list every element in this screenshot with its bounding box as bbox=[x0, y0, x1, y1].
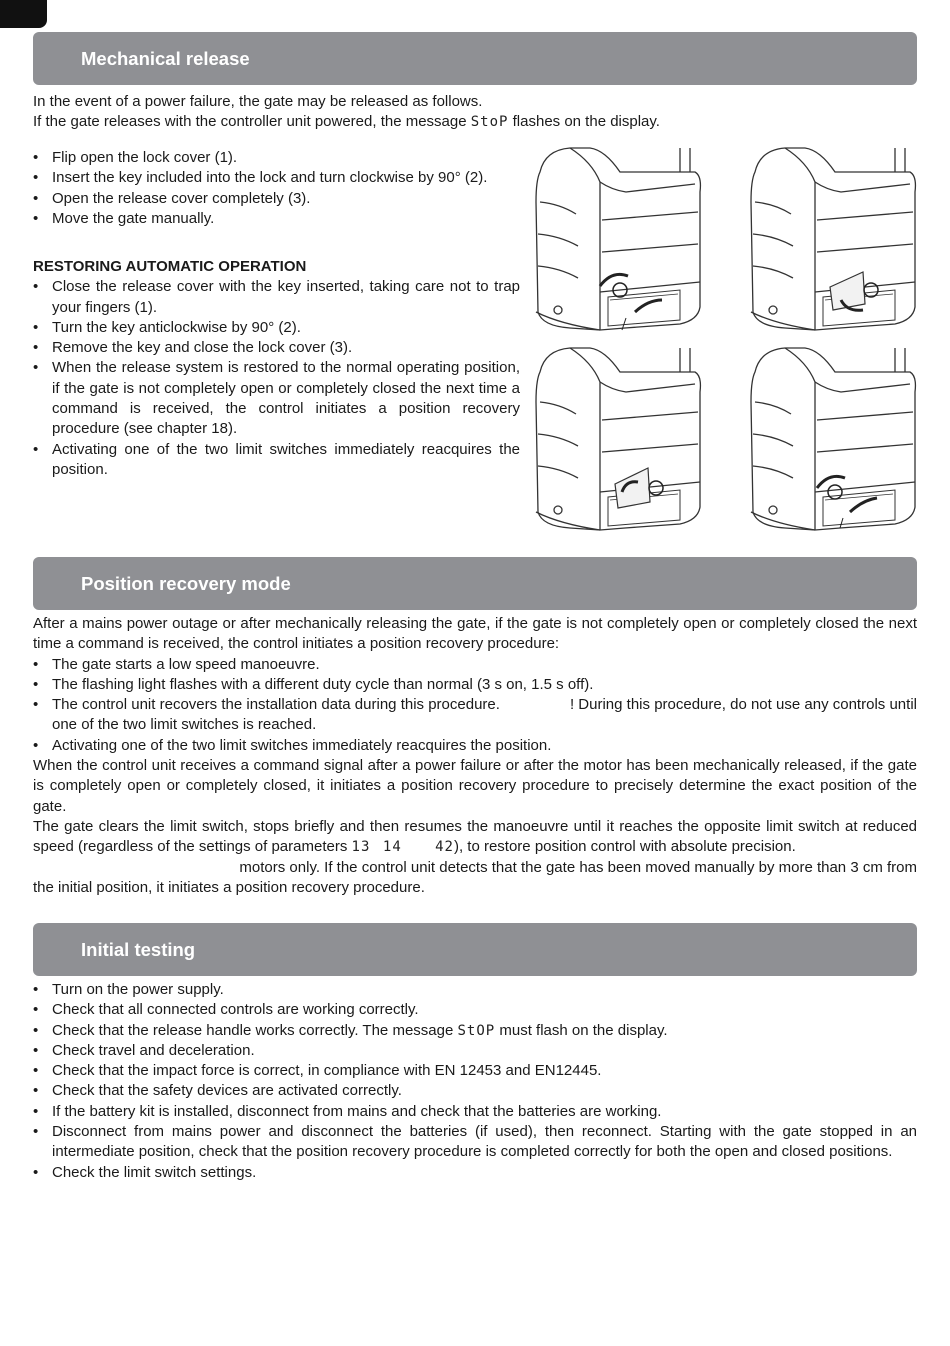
illustration-step-3 bbox=[536, 348, 700, 530]
section-title: Mechanical release bbox=[81, 48, 250, 69]
intro-line-2 bbox=[33, 112, 917, 132]
release-illustrations bbox=[530, 142, 920, 534]
display-code-stop: StOP bbox=[457, 1022, 496, 1039]
restoring-section bbox=[33, 257, 520, 480]
list-item: • Check travel and deceleration. bbox=[33, 1041, 917, 1061]
recovery-body bbox=[33, 614, 917, 898]
illustration-step-4 bbox=[751, 348, 915, 530]
page-corner-tab bbox=[0, 0, 47, 28]
section-header-mechanical-release bbox=[33, 32, 917, 85]
list-item: • When the release system is restored to the normal operating position, if the gate is not completely open or completely closed the next time a command is received, the control initiates a position recovery procedure (see chapter 18). bbox=[33, 358, 520, 439]
recovery-paragraph-3: motors only. If the control unit detects that the gate has been moved manually by more than 3 cm from bbox=[239, 858, 917, 876]
list-item: • Activating one of the two limit switches immediately reacquires the position. bbox=[33, 440, 520, 481]
bullet-text-end: ! During this procedure, do not use any controls until one of the two limit switches is reached. bbox=[52, 696, 917, 734]
list-item bbox=[33, 695, 917, 736]
testing-body bbox=[33, 980, 917, 1183]
list-item: • Check that the impact force is correct, in compliance with EN 12453 and EN12445. bbox=[33, 1061, 917, 1081]
bullet-text: The control unit recovers the installation data during this procedure. bbox=[52, 696, 500, 714]
bullet-text-end: must flash on the display. bbox=[495, 1021, 668, 1039]
list-item: • Disconnect from mains power and disconnect the batteries (if used), then reconnect. Starting with the gate stopped in an intermediate position, check that the position recovery procedure is completed correctly for both the open and closed positions. bbox=[33, 1122, 917, 1163]
list-item: • If the battery kit is installed, disconnect from mains and check that the batteries are working. bbox=[33, 1102, 917, 1122]
param-code: 42 bbox=[435, 839, 454, 856]
param-code: 14 bbox=[382, 839, 402, 856]
display-code-stop: StoP bbox=[470, 114, 509, 131]
recovery-intro: After a mains power outage or after mechanically releasing the gate, if the gate is not completely open or completely closed the next time a command is received, the control initiates a position recovery procedure: bbox=[33, 615, 917, 653]
intro-text-end: flashes on the display. bbox=[508, 113, 660, 131]
param-code: 13 bbox=[351, 839, 371, 856]
intro-text: If the gate releases with the controller unit powered, the message bbox=[33, 113, 471, 131]
list-item: • The gate starts a low speed manoeuvre. bbox=[33, 655, 917, 675]
recovery-paragraph-2 bbox=[33, 817, 917, 858]
list-item: • Turn on the power supply. bbox=[33, 980, 917, 1000]
section-header-position-recovery bbox=[33, 557, 917, 610]
recovery-paragraph-4: the initial position, it initiates a position recovery procedure. bbox=[33, 878, 425, 896]
list-item: • Check that all connected controls are working correctly. bbox=[33, 1000, 917, 1020]
release-steps bbox=[33, 148, 520, 229]
list-item bbox=[33, 1021, 917, 1041]
section-title: Initial testing bbox=[81, 939, 196, 960]
illustration-step-2 bbox=[751, 148, 915, 330]
illustration-step-1 bbox=[536, 148, 700, 330]
paragraph-text-end: ), to restore position control with absolute precision. bbox=[453, 838, 796, 856]
list-item: • Open the release cover completely (3). bbox=[33, 189, 520, 209]
intro-line-1: In the event of a power failure, the gate may be released as follows. bbox=[33, 93, 483, 110]
list-item: • Move the gate manually. bbox=[33, 209, 520, 229]
paragraph-text: The gate clears the limit switch, stops briefly and then resumes the manoeuvre until it reaches the opposite limit switch at reduced speed (regardless of the settings of parameters bbox=[33, 817, 917, 856]
list-item: • Close the release cover with the key inserted, taking care not to trap your fingers (1). bbox=[33, 277, 520, 318]
list-item: • Turn the key anticlockwise by 90° (2). bbox=[33, 318, 520, 338]
list-item: • Remove the key and close the lock cover (3). bbox=[33, 338, 520, 358]
section-title: Position recovery mode bbox=[81, 573, 291, 594]
mechanical-intro bbox=[33, 92, 917, 133]
list-item: • The flashing light flashes with a different duty cycle than normal (3 s on, 1.5 s off). bbox=[33, 675, 917, 695]
restoring-heading: RESTORING AUTOMATIC OPERATION bbox=[33, 258, 307, 275]
recovery-paragraph-1: When the control unit receives a command signal after a power failure or after the motor has been mechanically released, if the gate is completely open or completely closed, it initiates a position recovery procedure to precisely determine the exact position of the gate. bbox=[33, 757, 917, 815]
list-item: • Insert the key included into the lock and turn clockwise by 90° (2). bbox=[33, 168, 520, 188]
list-item: • Check that the safety devices are activated correctly. bbox=[33, 1081, 917, 1101]
bullet-text: Check that the release handle works correctly. The message bbox=[52, 1021, 458, 1039]
list-item: • Flip open the lock cover (1). bbox=[33, 148, 520, 168]
section-header-initial-testing bbox=[33, 923, 917, 976]
list-item: • Check the limit switch settings. bbox=[33, 1163, 917, 1183]
list-item: • Activating one of the two limit switches immediately reacquires the position. bbox=[33, 736, 917, 756]
